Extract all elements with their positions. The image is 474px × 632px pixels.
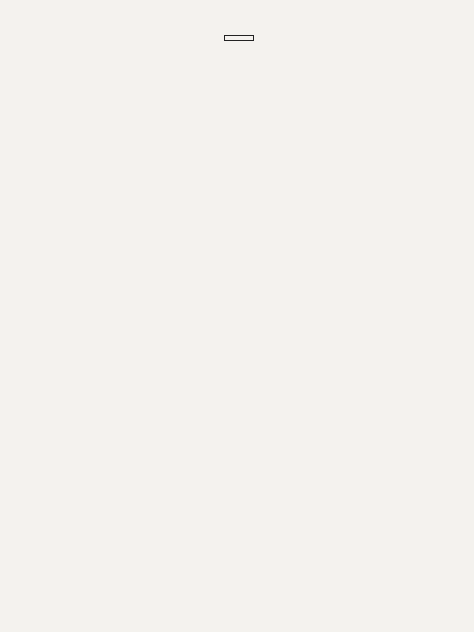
question-list xyxy=(16,46,462,52)
page-header xyxy=(16,0,462,26)
exercise-title xyxy=(224,35,254,41)
exercise-title-wrap xyxy=(16,26,462,46)
